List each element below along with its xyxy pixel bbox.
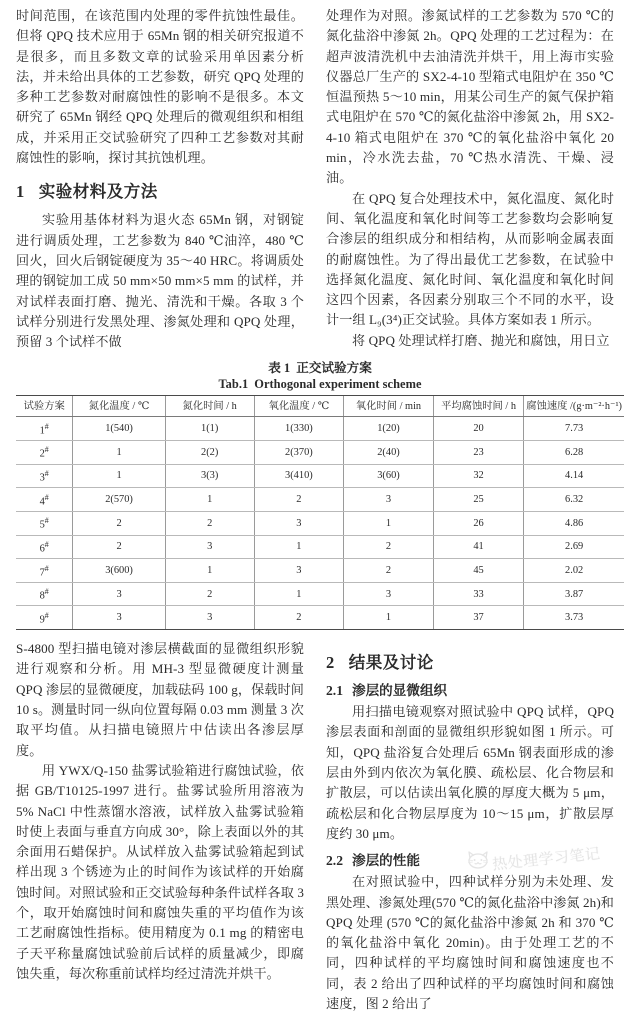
subsection-heading-2-1 [326, 681, 614, 700]
scheme-hash-marker: # [44, 563, 49, 573]
scheme-hash-marker: # [44, 469, 49, 479]
cell-nitriding-time: 1 [165, 559, 254, 583]
col-header-oxidation-temp: 氧化温度 / ℃ [254, 396, 343, 417]
table-row [16, 464, 624, 488]
cell-nitriding-temp: 2 [73, 511, 165, 535]
section-1-number: 1 [16, 182, 25, 202]
cell-scheme: 3# [16, 464, 73, 488]
table-1-caption-cn [16, 361, 624, 377]
cell-corrosion-rate: 6.32 [524, 488, 624, 512]
cell-nitriding-temp: 1(540) [73, 417, 165, 441]
table-1-label-en: Tab.1 [218, 376, 249, 391]
table-1-label-cn: 表 1 [268, 361, 291, 376]
section-1-title: 实验材料及方法 [38, 183, 158, 202]
table-row [16, 559, 624, 583]
cell-avg-corrosion-time: 33 [433, 582, 523, 606]
cell-oxidation-temp: 3(410) [254, 464, 343, 488]
table-1-caption [16, 361, 624, 392]
col-header-nitriding-temp: 氮化温度 / ℃ [73, 396, 165, 417]
bottom-two-column-area [16, 639, 624, 1014]
watermark-text: 热处理学习笔记 [491, 844, 602, 874]
table-row [16, 488, 624, 512]
cell-corrosion-rate: 4.86 [524, 511, 624, 535]
cell-oxidation-time: 1 [344, 606, 434, 630]
cell-oxidation-time: 2 [344, 559, 434, 583]
cell-corrosion-rate: 3.73 [524, 606, 624, 630]
cell-avg-corrosion-time: 32 [433, 464, 523, 488]
scheme-hash-marker: # [44, 421, 49, 431]
cell-oxidation-temp: 3 [254, 559, 343, 583]
left-column-top [16, 6, 304, 352]
cell-avg-corrosion-time: 23 [433, 440, 523, 464]
cell-oxidation-time: 1 [344, 511, 434, 535]
table-row [16, 606, 624, 630]
top-two-column-area [16, 6, 624, 352]
scheme-hash-marker: # [44, 587, 49, 597]
col-header-oxidation-time: 氧化时间 / min [344, 396, 434, 417]
scheme-hash-marker: # [44, 611, 49, 621]
subsection-2-2-paragraph: 在对照试验中，四种试样分别为未处理、发黑处理、渗氮处理(570 ℃的氮化盐浴中渗氮 2h)和 QPQ 处理 (570 ℃的氮化盐浴中渗氮 2h 和 370 ℃的氧化盐浴中氧化 20min)。由于处理工艺的不同，四种试样的平均腐蚀时间和腐蚀速度也不同，表 2 给出了四种试样的平均腐蚀时间和腐蚀速度，图 2 给出了 [326, 874, 614, 1011]
cell-scheme: 2# [16, 440, 73, 464]
cell-corrosion-rate: 2.69 [524, 535, 624, 559]
cell-nitriding-temp: 2(570) [73, 488, 165, 512]
right-column-bottom [326, 639, 614, 1014]
cell-oxidation-time: 1(20) [344, 417, 434, 441]
scheme-hash-marker: # [44, 516, 49, 526]
section-1-paragraph-1: 实验用基体材料为退火态 65Mn 钢，对钢锭进行调质处理，工艺参数为 840 ℃油淬，480 ℃回火，回火后钢锭硬度为 35～40 HRC。将调质处理的钢锭加工成 50 mm×50 mm×5 mm 的试样，并对试样表面打磨、抛光、清洗和干燥。各取 3 个试样分别进行发黑处理、渗氮处理和 QPQ 处理，预留 3 个试样不做 [16, 212, 304, 350]
cell-oxidation-temp: 1 [254, 535, 343, 559]
cell-oxidation-temp: 1 [254, 582, 343, 606]
table-row [16, 535, 624, 559]
cell-scheme: 6# [16, 535, 73, 559]
cell-corrosion-rate: 7.73 [524, 417, 624, 441]
table-header [16, 396, 624, 417]
table-1-title-cn: 正交试验方案 [296, 361, 372, 376]
table-row [16, 582, 624, 606]
scheme-hash-marker: # [44, 492, 49, 502]
table-row [16, 417, 624, 441]
cell-nitriding-time: 3 [165, 606, 254, 630]
subsection-2-2-number: 2.2 [326, 853, 343, 869]
right-column-top [326, 6, 614, 351]
table-row [16, 440, 624, 464]
cell-oxidation-temp: 3 [254, 511, 343, 535]
cell-nitriding-temp: 1 [73, 440, 165, 464]
cell-oxidation-time: 3(60) [344, 464, 434, 488]
cell-corrosion-rate: 3.87 [524, 582, 624, 606]
left-continued-paragraph: 时间范围，在该范围内处理的零件抗蚀性最佳。但将 QPQ 技术应用于 65Mn 钢的相关研究报道不是很多，而且多数文章的试验采用单因素分析法，并未给出具体的工艺参数，研究 QPQ 处理的多种工艺参数对耐腐蚀性的影响不是很多。本文研究了 65Mn 钢经 QPQ 处理后的微观组织和相组成，并采用正交试验研究了四种工艺参数对其耐腐蚀性的影响，探讨其抗蚀机理。 [16, 8, 304, 166]
left-bottom-paragraph-2: 用 YWX/Q-150 盐雾试验箱进行腐蚀试验，依据 GB/T10125-1997 进行。盐雾试验所用溶液为 5% NaCl 中性蒸馏水溶液，试样放入盐雾试验箱时使上表面与垂直方向成 30°，除上表面以外的其余面用石蜡保护。从试样放入盐雾试验箱起到试样出现 3 个锈迹为止的时间作为该试样的开始腐蚀时间。对照试验和正交试验每种条件试样各取 3 个，取开始腐蚀时间和腐蚀失重的平均值作为该工艺耐腐蚀性指标。使用精度为 0.1 mg 的精密电子天平称量腐蚀试验前后试样的质量减少，即腐蚀失重，每次称重前试样均经过清洗并烘干。 [16, 762, 304, 981]
cell-avg-corrosion-time: 41 [433, 535, 523, 559]
table-header-row [16, 396, 624, 417]
cell-corrosion-rate: 2.02 [524, 559, 624, 583]
cell-scheme: 8# [16, 582, 73, 606]
right-paragraph-2: 在 QPQ 复合处理技术中，氮化温度、氮化时间、氧化温度和氧化时间等工艺参数均会影响复合渗层的组织成分和相结构，从而影响金属表面的耐腐蚀性。为了得出最优工艺参数，在试验中选择氮化温度、氮化时间、氧化温度和氧化时间这四个因素，各因素分别取三个不同的水平，设计一组 L₉(3⁴)正交试验。具体方案如表 1 所示。 [326, 190, 614, 328]
cell-nitriding-temp: 2 [73, 535, 165, 559]
cell-nitriding-time: 2 [165, 582, 254, 606]
left-column-bottom [16, 639, 304, 984]
cell-oxidation-temp: 2 [254, 488, 343, 512]
cell-corrosion-rate: 4.14 [524, 464, 624, 488]
cell-oxidation-time: 3 [344, 488, 434, 512]
subsection-2-2-title: 渗层的性能 [352, 853, 420, 869]
cell-nitriding-temp: 1 [73, 464, 165, 488]
cell-nitriding-time: 3 [165, 535, 254, 559]
col-header-scheme: 试验方案 [16, 396, 73, 417]
cell-avg-corrosion-time: 45 [433, 559, 523, 583]
table-1-block [16, 361, 624, 630]
cell-scheme: 1# [16, 417, 73, 441]
cell-oxidation-time: 2(40) [344, 440, 434, 464]
table-1-title-en: Orthogonal experiment scheme [254, 376, 422, 391]
subsection-heading-2-2 [326, 851, 614, 870]
cell-scheme: 5# [16, 511, 73, 535]
cell-scheme: 9# [16, 606, 73, 630]
cell-oxidation-temp: 1(330) [254, 417, 343, 441]
col-header-corrosion-rate: 腐蚀速度 /(g·m⁻²·h⁻¹) [524, 396, 624, 417]
cell-avg-corrosion-time: 20 [433, 417, 523, 441]
cell-nitriding-temp: 3 [73, 606, 165, 630]
cell-nitriding-temp: 3(600) [73, 559, 165, 583]
section-heading-2 [326, 652, 614, 674]
section-2-number: 2 [326, 653, 335, 673]
left-bottom-paragraph-1: S-4800 型扫描电镜对渗层横截面的显微组织形貌进行观察和分析。用 MH-3 型显微硬度计测量 QPQ 渗层的显微硬度，加载砝码 100 g，保载时间 10 s。测量时同一纵向位置每隔 0.03 mm 测量 3 次取平均值。从扫描电镜照片中估读出各渗层厚度。 [16, 641, 304, 758]
right-paragraph-3: 将 QPQ 处理试样打磨、抛光和腐蚀，用日立 [352, 332, 610, 348]
cell-oxidation-time: 3 [344, 582, 434, 606]
cell-avg-corrosion-time: 26 [433, 511, 523, 535]
cell-nitriding-temp: 3 [73, 582, 165, 606]
cell-nitriding-time: 2 [165, 511, 254, 535]
cell-nitriding-time: 1(1) [165, 417, 254, 441]
cell-avg-corrosion-time: 25 [433, 488, 523, 512]
subsection-2-1-paragraph: 用扫描电镜观察对照试验中 QPQ 试样，QPQ 渗层表面和剖面的显微组织形貌如图 1 所示。可知，QPQ 盐浴复合处理后 65Mn 钢表面形成的渗层由外到内依次为氧化膜、疏松层、化合物层和扩散层，可以估读出氧化膜的厚度大概为 5 μm，疏松层和化合物层厚度为 10～15 μm，扩散层厚度约 30 μm。 [326, 704, 614, 841]
section-2-title: 结果及讨论 [348, 654, 434, 673]
table-body [16, 417, 624, 630]
scheme-hash-marker: # [44, 445, 49, 455]
cell-oxidation-time: 2 [344, 535, 434, 559]
section-heading-1 [16, 181, 304, 203]
cell-nitriding-time: 2(2) [165, 440, 254, 464]
col-header-nitriding-time: 氮化时间 / h [165, 396, 254, 417]
subsection-2-1-title: 渗层的显微组织 [352, 683, 448, 699]
scheme-hash-marker: # [44, 540, 49, 550]
right-paragraph-1: 处理作为对照。渗氮试样的工艺参数为 570 ℃的氮化盐浴中渗氮 2h。QPQ 处理的工艺过程为：在超声波清洗机中去油清洗并烘干，用上海市实验仪器总厂生产的 SX2-4-10 型箱式电阻炉在 350 ℃恒温预热 5～10 min，用某公司生产的氮气保护箱式电阻炉在 570 ℃的氮化盐浴中渗氮 2h，用 SX2-4-10 箱式电阻炉在 370 ℃的氧化盐浴中氧化 20 min，冷水洗去盐，70 ℃热水清洗、干燥、浸油。 [326, 8, 614, 186]
col-header-avg-corrosion-time: 平均腐蚀时间 / h [433, 396, 523, 417]
cell-scheme: 4# [16, 488, 73, 512]
cell-oxidation-temp: 2 [254, 606, 343, 630]
cell-scheme: 7# [16, 559, 73, 583]
table-row [16, 511, 624, 535]
cell-avg-corrosion-time: 37 [433, 606, 523, 630]
table-1-caption-en [16, 377, 624, 393]
cell-nitriding-time: 1 [165, 488, 254, 512]
cell-oxidation-temp: 2(370) [254, 440, 343, 464]
subsection-2-1-number: 2.1 [326, 683, 343, 699]
cell-nitriding-time: 3(3) [165, 464, 254, 488]
orthogonal-experiment-table [16, 395, 624, 630]
cell-corrosion-rate: 6.28 [524, 440, 624, 464]
